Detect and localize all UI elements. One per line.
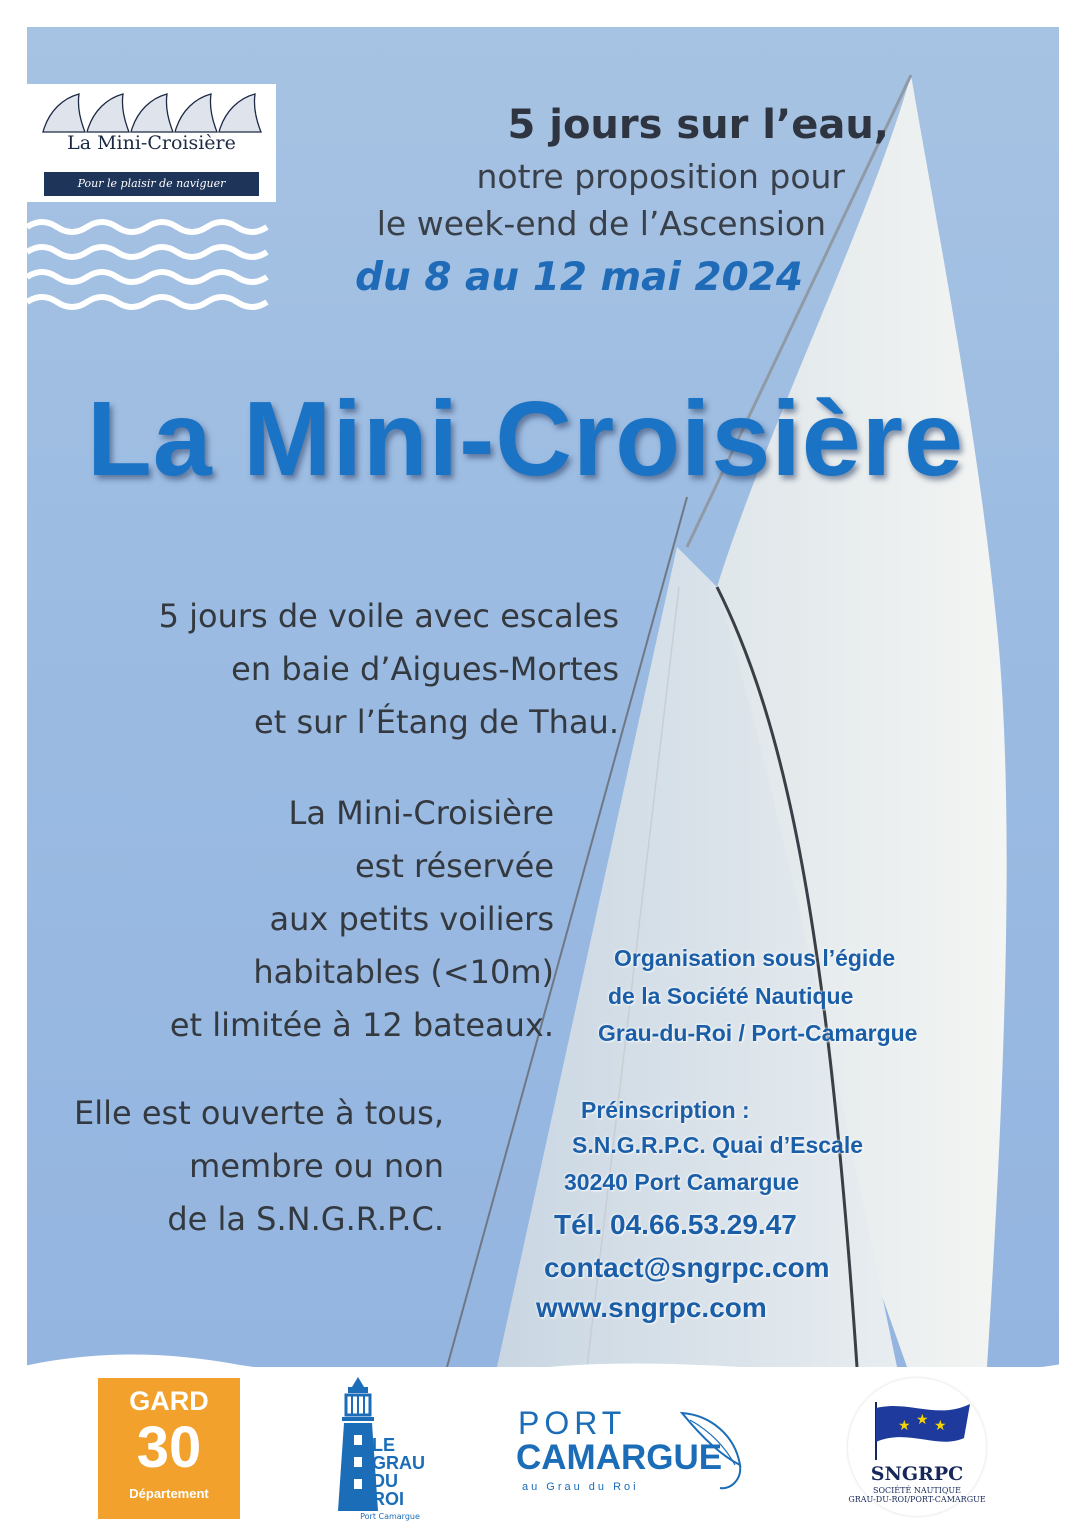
text-line: est réservée	[354, 847, 554, 885]
text-line: de la S.N.G.R.P.C.	[167, 1200, 444, 1238]
text-line: La Mini-Croisière	[288, 794, 554, 832]
gard-number: 30	[136, 1415, 202, 1480]
grau-line: GRAU	[372, 1453, 425, 1473]
port-camargue-name: CAMARGUE	[516, 1438, 723, 1477]
organisation-line-3: Grau-du-Roi / Port-Camargue	[598, 1020, 918, 1046]
preinscription-label: Préinscription :	[581, 1097, 750, 1123]
description-paragraph-2	[170, 787, 554, 1052]
poster	[27, 27, 1059, 1367]
sngrpc-sub-line: SOCIÉTÉ NAUTIQUE	[872, 1486, 962, 1495]
mini-croisiere-logo	[27, 84, 276, 202]
event-dates: du 8 au 12 mai 2024	[355, 255, 803, 300]
text-line: en baie d’Aigues-Mortes	[231, 650, 619, 688]
organisation-line-2: de la Société Nautique	[608, 983, 854, 1009]
contact-email[interactable]: contact@sngrpc.com	[544, 1252, 830, 1283]
text-line: Elle est ouverte à tous,	[73, 1094, 444, 1132]
text-line: membre ou non	[189, 1147, 444, 1185]
port-camargue-port: PORT	[518, 1405, 627, 1441]
headline-days: 5 jours sur l’eau,	[507, 102, 889, 148]
port-camargue-subtitle: au Grau du Roi	[522, 1481, 639, 1493]
description-paragraph-3	[74, 1087, 444, 1246]
main-title: La Mini-Croisière	[87, 380, 964, 498]
text-line: aux petits voiliers	[269, 900, 554, 938]
sails-icon	[39, 90, 264, 135]
organisation-line-1: Organisation sous l’égide	[614, 945, 896, 971]
contact-address-line-2: 30240 Port Camargue	[564, 1169, 800, 1195]
svg-text:★: ★	[898, 1418, 911, 1434]
sngrpc-subtitle	[848, 1486, 986, 1504]
text-line: et sur l’Étang de Thau.	[254, 703, 619, 741]
grau-line: LE	[372, 1435, 396, 1455]
sail-icon	[680, 1410, 750, 1495]
grau-du-roi-logo	[372, 1436, 432, 1508]
contact-website[interactable]: www.sngrpc.com	[536, 1292, 767, 1323]
logo-tagline: Pour le plaisir de naviguer	[44, 172, 259, 196]
text-line: habitables (<10m)	[253, 953, 554, 991]
european-flag-icon	[868, 1398, 978, 1468]
sngrpc-name: SNGRPC	[870, 1463, 964, 1485]
gard-department-logo	[98, 1378, 240, 1519]
grau-line: ROI	[372, 1489, 405, 1509]
description-paragraph-1	[159, 590, 619, 749]
grau-line: DU	[372, 1471, 398, 1491]
grau-subtitle: Port Camargue	[360, 1512, 420, 1521]
headline-proposal-line1: notre proposition pour	[476, 157, 845, 196]
text-line: 5 jours de voile avec escales	[158, 597, 619, 635]
svg-text:★: ★	[934, 1418, 947, 1434]
sngrpc-sub-line: GRAU-DU-ROI/PORT-CAMARGUE	[848, 1495, 986, 1504]
contact-address-line-1: S.N.G.R.P.C. Quai d’Escale	[572, 1132, 864, 1158]
logo-title: La Mini-Croisière	[67, 132, 236, 154]
contact-phone: Tél. 04.66.53.29.47	[554, 1209, 797, 1240]
svg-text:★: ★	[916, 1412, 929, 1428]
waves-icon	[27, 215, 276, 315]
text-line: et limitée à 12 bateaux.	[169, 1006, 554, 1044]
gard-subtitle: Département	[129, 1486, 209, 1501]
headline-proposal-line2: le week-end de l’Ascension	[376, 204, 826, 243]
gard-name: GARD	[129, 1386, 209, 1416]
